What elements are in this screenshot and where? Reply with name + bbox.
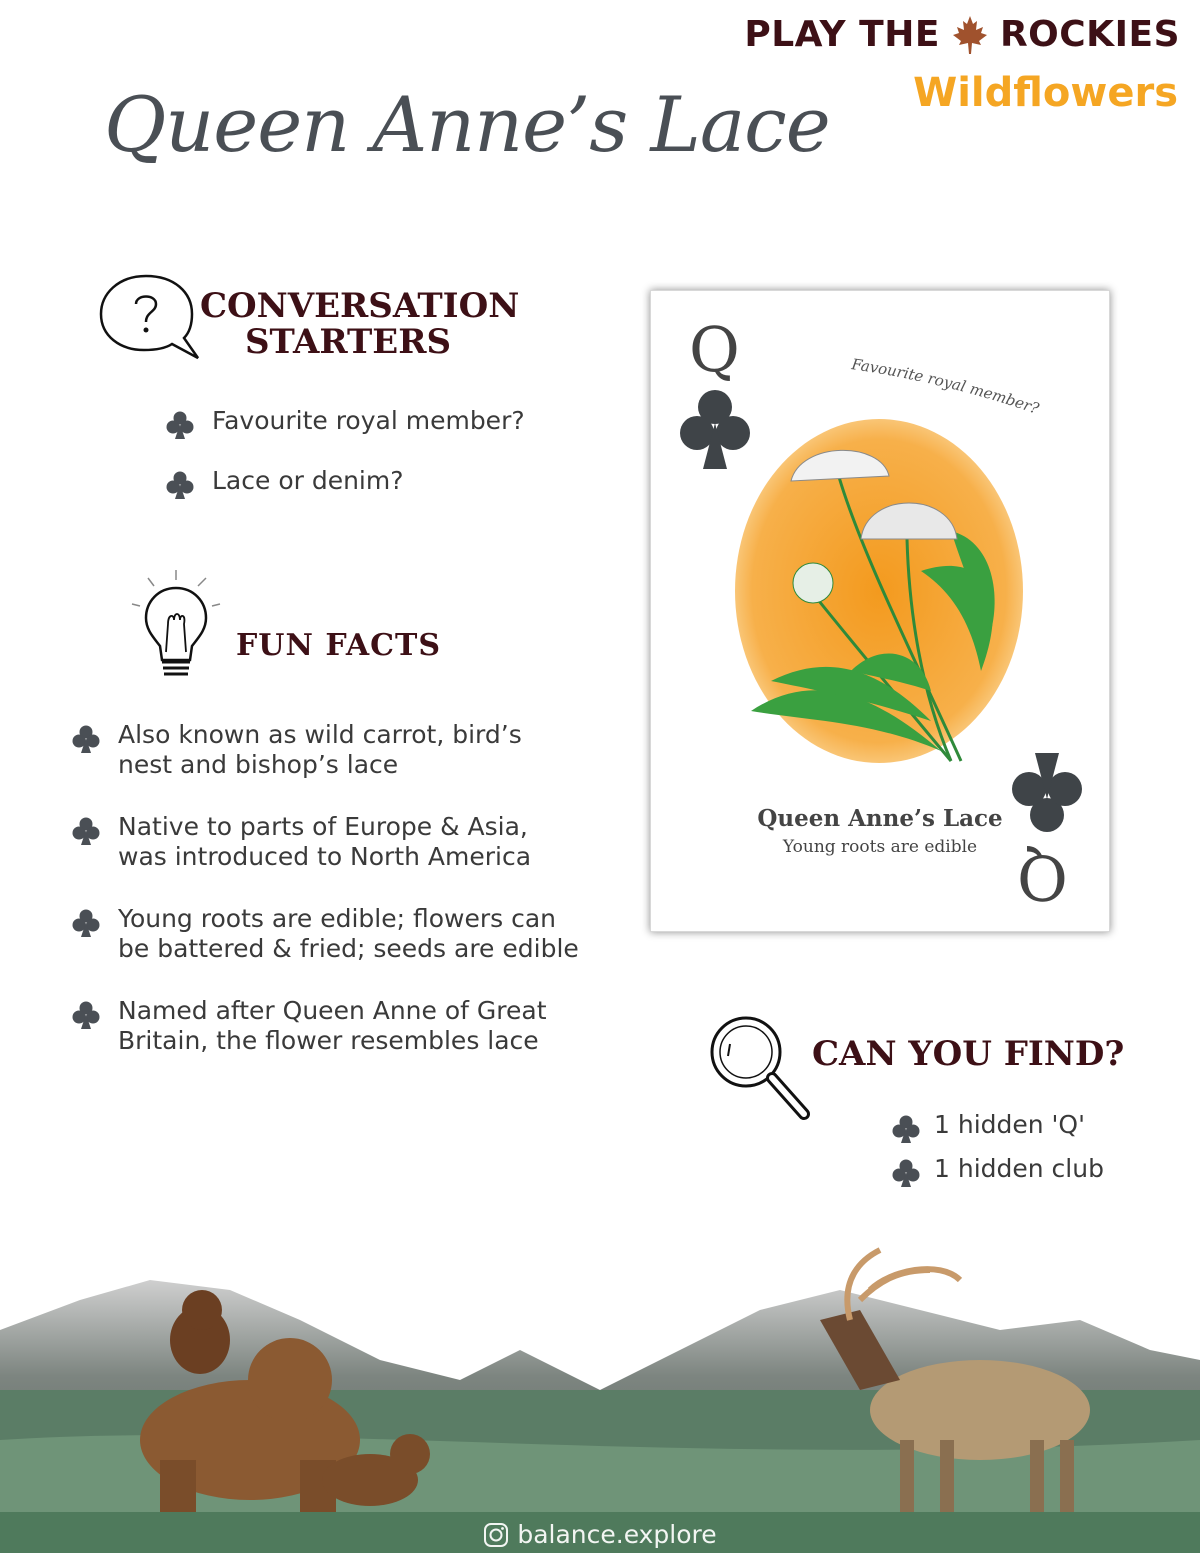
fun-facts-list (72, 720, 592, 1088)
brand-title (744, 14, 1180, 55)
brand-rockies: ROCKIES (999, 14, 1180, 55)
playing-card (650, 290, 1110, 932)
club-icon (72, 816, 100, 846)
footer-social[interactable] (0, 1520, 1200, 1549)
club-icon (166, 410, 194, 440)
fact-text: Named after Queen Anne of Great Britain, the flower resembles lace (118, 996, 547, 1055)
fun-facts-heading: FUN FACTS (236, 628, 442, 663)
list-item (166, 466, 586, 500)
card-question: Favourite royal member? (850, 355, 1042, 418)
list-item (72, 996, 592, 1056)
conversation-text: Lace or denim? (212, 466, 404, 495)
fact-text: Young roots are edible; flowers can be battered & fried; seeds are edible (118, 904, 579, 963)
brand-subtitle: Wildflowers (913, 70, 1178, 116)
find-heading: CAN YOU FIND? (812, 1034, 1125, 1074)
conversation-heading-line2: STARTERS (244, 322, 452, 362)
find-text: 1 hidden club (934, 1154, 1104, 1183)
club-icon (72, 908, 100, 938)
fact-text: Native to parts of Europe & Asia, was introduced to North America (118, 812, 532, 871)
conversation-text: Favourite royal member? (212, 406, 525, 435)
list-item (72, 720, 592, 780)
list-item (892, 1110, 1152, 1144)
conversation-heading (200, 286, 520, 362)
card-subtitle: Young roots are edible (782, 837, 978, 857)
instagram-handle[interactable]: balance.explore (517, 1520, 717, 1549)
card-rank-bottom: Q (1017, 841, 1068, 914)
club-icon (892, 1114, 920, 1144)
list-item (892, 1154, 1152, 1188)
list-item (72, 812, 592, 872)
lightbulb-icon (128, 568, 228, 684)
fact-text: Also known as wild carrot, bird’s nest and bishop’s lace (118, 720, 522, 779)
speech-bubble-question-icon (98, 272, 202, 364)
maple-leaf-icon (952, 15, 988, 55)
find-text: 1 hidden 'Q' (934, 1110, 1085, 1139)
magnifying-glass-icon (704, 1010, 814, 1130)
club-icon (166, 470, 194, 500)
list-item (166, 406, 586, 440)
find-list (892, 1110, 1152, 1198)
page-title: Queen Anne’s Lace (104, 80, 830, 169)
card-rank-top: Q (689, 313, 740, 386)
mountain-landscape (0, 1240, 1200, 1520)
brand-play-the: PLAY THE (744, 14, 940, 55)
list-item (72, 904, 592, 964)
card-illustration (651, 291, 1109, 931)
conversation-heading-line1: CONVERSATION (200, 286, 520, 326)
conversation-list (166, 406, 586, 526)
club-icon (72, 1000, 100, 1030)
club-icon (72, 724, 100, 754)
card-flower-name: Queen Anne’s Lace (757, 805, 1003, 832)
club-icon (892, 1158, 920, 1188)
instagram-icon (483, 1522, 509, 1548)
